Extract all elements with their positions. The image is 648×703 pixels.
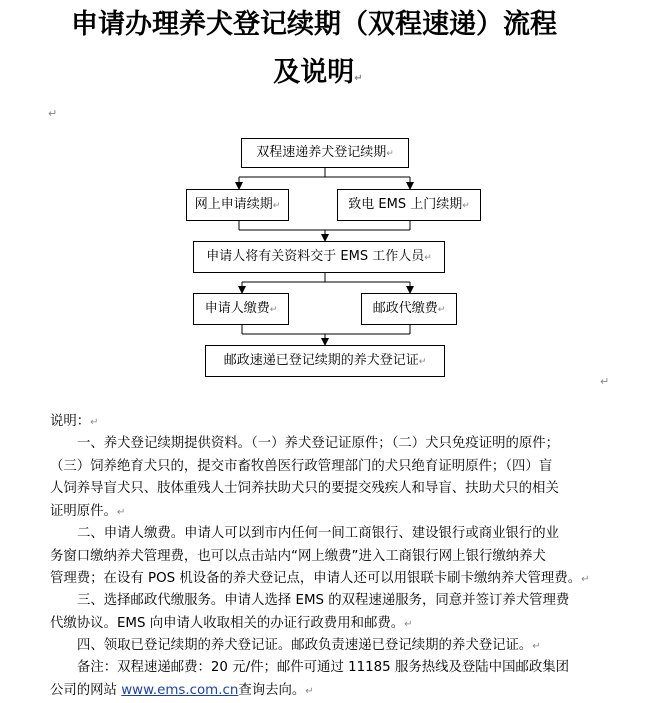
paragraph-mark-icon: ↵ (116, 506, 126, 518)
note-line-suffix: 查询去向。 (238, 682, 306, 698)
ems-website-link[interactable]: www.ems.com.cn (121, 682, 239, 698)
paragraph-mark-icon: ↵ (354, 73, 363, 84)
p1-line: 证明原件。 (50, 503, 117, 519)
flow-box-submit-materials (193, 241, 445, 273)
note-line: 备注：双程速递邮费：20 元/件；邮件可通过 11185 服务热线及登陆中国邮政集团 (77, 660, 570, 675)
flow-box-applicant-pays (193, 293, 289, 325)
explain-heading-text: 说明： (50, 414, 91, 429)
flow-box-post-pays (361, 293, 457, 325)
flow-box-online-label: 网上申请续期 (194, 197, 273, 212)
p2-line: 二、申请人缴费。申请人可以到市内任何一间工商银行、建设银行或商业银行的业 (77, 526, 560, 541)
p1-line: 人饲养导盲犬只、肢体重残人士饲养扶助犬只的要提交残疾人和导盲、扶助犬只的相关 (50, 481, 559, 496)
flow-box-call-ems-label: 致电 EMS 上门续期 (348, 197, 463, 212)
paragraph-mark-icon: ↵ (48, 107, 58, 120)
paragraph-mark-icon: ↵ (462, 201, 470, 211)
paragraph-mark-icon: ↵ (90, 417, 99, 428)
paragraph-mark-icon: ↵ (418, 357, 427, 367)
paragraph-mark-icon: ↵ (532, 641, 541, 652)
flow-box-call-ems (337, 189, 481, 221)
flow-box-top-label: 双程速递养犬登记续期 (256, 145, 387, 160)
explain-note (50, 657, 590, 703)
p3-line: 代缴协议。EMS 向申请人收取相关的办证行政费用和邮费。 (50, 615, 405, 631)
p2-line: 管理费；在设有 POS 机设备的养犬登记点，申请人还可以用银联卡刷卡缴纳养犬管理费。 (50, 571, 582, 586)
paragraph-mark-icon: ↵ (269, 305, 278, 315)
p1-line: （三）饲养绝育犬只的，提交市畜牧兽医行政管理部门的犬只绝育证明原件；（四）盲 (50, 458, 553, 474)
paragraph-mark-icon: ↵ (386, 149, 394, 159)
title-line2-text: 及说明 (273, 57, 355, 88)
flow-box-applicant-pays-label: 申请人缴费 (204, 301, 270, 316)
paragraph-mark-icon: ↵ (404, 618, 413, 630)
paragraph-mark-icon: ↵ (424, 253, 432, 263)
flow-box-online (186, 189, 289, 221)
p2-line: 务窗口缴纳养犬管理费，也可以点击站内“网上缴费”进入工商银行网上银行缴纳养犬 (50, 548, 546, 564)
p3-line: 三、选择邮政代缴服务。申请人选择 EMS 的双程速递服务，同意并签订养犬管理费 (77, 593, 570, 608)
explain-paragraph-3 (50, 590, 590, 636)
flow-box-submit-label: 申请人将有关资料交于 EMS 工作人员 (206, 249, 425, 264)
document-title-line1: 申请办理养犬登记续期（双程速递）流程 (71, 9, 557, 40)
flow-box-post-pays-label: 邮政代缴费 (372, 301, 438, 316)
explain-paragraph-4 (50, 635, 590, 659)
paragraph-mark-icon: ↵ (305, 685, 314, 697)
explain-paragraph-1 (50, 433, 590, 524)
note-line-prefix: 公司的网站 (50, 682, 122, 698)
paragraph-mark-icon: ↵ (272, 201, 281, 211)
document-title-line2 (0, 58, 642, 88)
p1-line: 一、养犬登记续期提供资料。（一）养犬登记证原件；（二）犬只免疫证明的原件； (77, 436, 560, 451)
p4-line: 四、领取已登记续期的养犬登记证。邮政负责速递已登记续期的养犬登记证。 (77, 638, 533, 653)
paragraph-mark-icon: ↵ (437, 305, 446, 315)
flow-box-final-delivery (205, 345, 445, 377)
explain-heading (50, 411, 590, 435)
paragraph-mark-icon: ↵ (600, 375, 610, 388)
flow-box-top (241, 138, 409, 168)
flow-box-final-label: 邮政速递已登记续期的养犬登记证 (223, 353, 419, 368)
paragraph-mark-icon: ↵ (581, 574, 590, 585)
explain-paragraph-2 (50, 523, 590, 592)
